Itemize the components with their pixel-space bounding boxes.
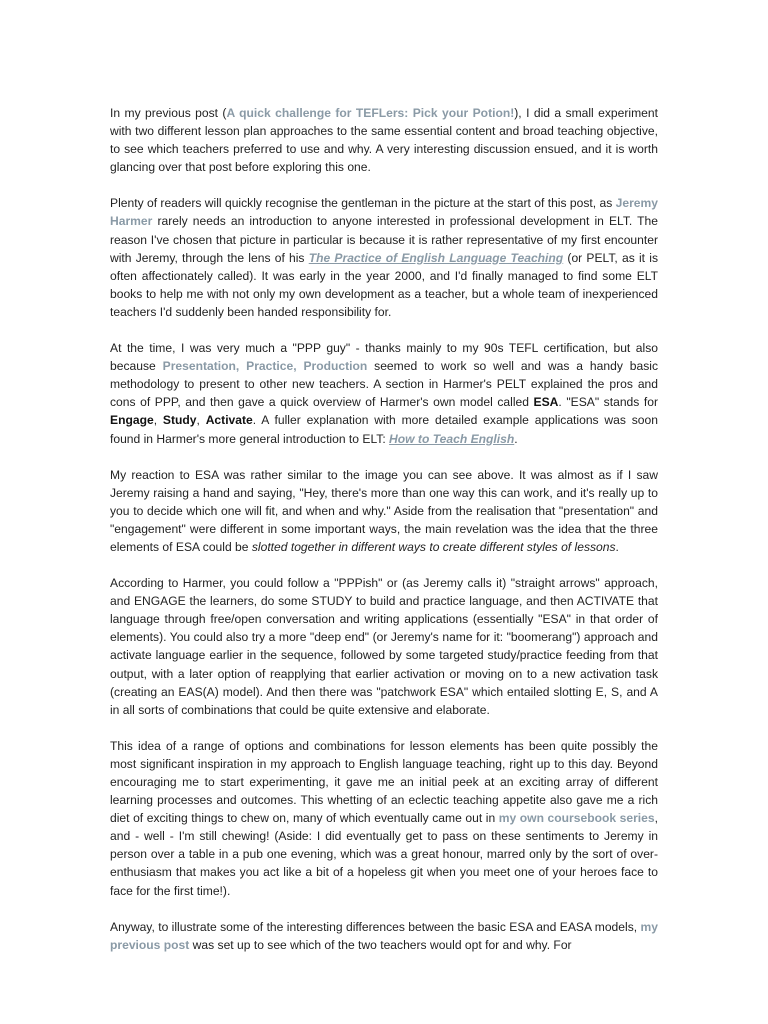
link-previous-post[interactable]: my previous post xyxy=(110,919,658,952)
text: rarely needs an introduction to anyone interested in professional development in ELT. The reason I've chosen that picture in particular is because it is rather representative of my first encounter with Jeremy, through the lens of his xyxy=(110,214,658,265)
text: (or PELT, as it is often affectionately called). It was early in the year 2000, and I'd finally managed to find some ELT books to help me with not only my own development as a teacher, but a whole team of inexperienced teachers I'd suddenly been handed responsibility for. xyxy=(110,250,658,319)
bold-esa: ESA xyxy=(533,395,559,410)
link-practice-of-elt[interactable]: The Practice of English Language Teaching xyxy=(308,250,564,265)
text: seemed to work so well and was a handy basic methodology to present to other new teachers. A section in Harmer's PELT explained the pros and cons of PPP, and then gave a quick overview of Harmer's own model called xyxy=(110,359,658,410)
text: Anyway, to illustrate some of the interesting differences between the basic ESA and EASA models, xyxy=(110,919,641,934)
bold-study: Study xyxy=(162,413,197,428)
text: , and - well - I'm still chewing! (Aside: I did eventually get to pass on these sentiments to Jeremy in person over a table in a pub one evening, which was a great honour, marred only by the sort of over-enthusiasm that makes you act like a bit of a hopeless git when you meet one of your heroes face to face for the first time!). xyxy=(110,811,658,898)
text: At the time, I was very much a "PPP guy" - thanks mainly to my 90s TEFL certification, but also because xyxy=(110,341,658,374)
paragraph-7 xyxy=(110,918,658,954)
bold-activate: Activate xyxy=(205,413,253,428)
text: . xyxy=(615,539,619,554)
text: , xyxy=(153,413,163,428)
text: According to Harmer, you could follow a "PPPish" or (as Jeremy calls it) "straight arrows" approach, and ENGAGE the learners, do some STUDY to build and practice language, and then ACTIVATE that language through free/open conversation and writing applications (essentially "ESA" in that order of elements). You could also try a more "deep end" (or Jeremy's name for it: "boomerang") approach and activate language earlier in the sequence, followed by some targeted study/practice feeding from that output, with a later option of reapplying that earlier activation or moving on to a new activation task (creating an EAS(A) model). And then there was "patchwork ESA" which entailed slotting E, S, and A in all sorts of combinations that could be quite extensive and elaborate. xyxy=(110,576,658,717)
paragraph-1 xyxy=(110,104,658,176)
italic-phrase: slotted together in different ways to create different styles of lessons xyxy=(251,539,616,554)
paragraph-5 xyxy=(110,574,658,719)
paragraph-2 xyxy=(110,194,658,321)
link-quick-challenge[interactable]: A quick challenge for TEFLers: Pick your Potion! xyxy=(226,106,515,120)
text: . "ESA" stands for xyxy=(558,395,658,410)
text: ), I did a small experiment with two different lesson plan approaches to the same essential content and broad teaching objective, to see which teachers preferred to use and why. A very interesting discussion ensued, and it is worth glancing over that post before exploring this one. xyxy=(110,106,658,175)
bold-engage: Engage xyxy=(110,413,154,428)
link-ppp[interactable]: Presentation, Practice, Production xyxy=(162,359,368,374)
text: . A fuller explanation with more detailed example applications was soon found in Harmer's more general introduction to ELT: xyxy=(110,413,658,446)
text: This idea of a range of options and combinations for lesson elements has been quite possibly the most significant inspiration in my approach to English language teaching, right up to this day. Beyond encouraging me to start experimenting, it gave me an initial peek at an exciting array of different learning processes and outcomes. This whetting of an eclectic teaching appetite also gave me a rich diet of exciting things to chew on, many of which eventually came out in xyxy=(110,738,658,826)
link-coursebook-series[interactable]: my own coursebook series xyxy=(498,811,655,826)
text: , xyxy=(196,413,206,428)
text: . xyxy=(514,431,518,446)
link-how-to-teach-english[interactable]: How to Teach English xyxy=(389,431,515,446)
paragraph-6 xyxy=(110,737,658,900)
text: My reaction to ESA was rather similar to the image you can see above. It was almost as if I saw Jeremy raising a hand and saying, "Hey, there's more than one way this can work, and it's really up to you to decide which one will fit, and when and why." Aside from the realisation that "presentation" and "engagement" were different in some important ways, the main revelation was the idea that the three elements of ESA could be xyxy=(110,467,658,554)
paragraph-3 xyxy=(110,339,658,448)
text: In my previous post ( xyxy=(110,106,227,120)
text: was set up to see which of the two teachers would opt for and why. For xyxy=(189,937,572,952)
text: Plenty of readers will quickly recognise the gentleman in the picture at the start of this post, as xyxy=(110,196,616,211)
article-body xyxy=(110,104,658,972)
link-jeremy-harmer[interactable]: Jeremy Harmer xyxy=(110,196,658,229)
paragraph-4 xyxy=(110,466,658,556)
